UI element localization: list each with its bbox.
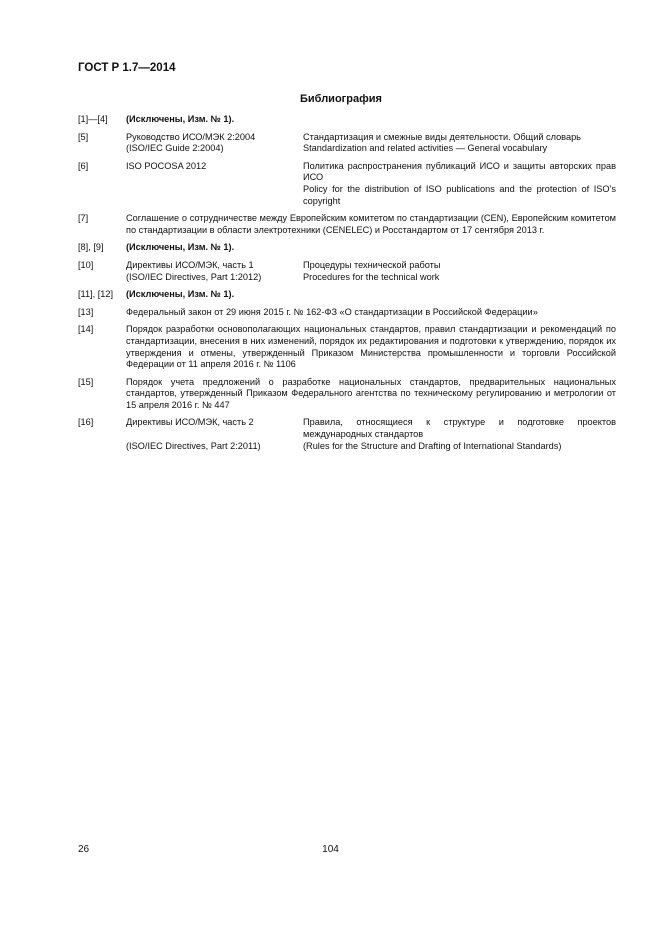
bibliography-list xyxy=(78,114,616,458)
bibliography-entry xyxy=(78,242,616,254)
bibliography-entry xyxy=(78,114,616,126)
entry-text: Соглашение о сотрудничестве между Европейским комитетом по стандартизации (CEN), Европейским комитетом по стандартизации в области электротехники (CENELEC) и Росстандартом от 17 сентября 2013 г. xyxy=(126,213,616,235)
entry-title: Правила, относящиеся к структуре и подготовке проектов международных стандартов (Rules for the Structure and Drafting of International Standards) xyxy=(303,417,616,451)
entry-title: Процедуры технической работы Procedures for the technical work xyxy=(303,259,441,282)
entry-source: ISO POCOSA 2012 xyxy=(126,160,207,171)
entry-ref: [16] xyxy=(78,417,94,428)
entry-ref: [14] xyxy=(78,324,94,335)
section-title: Библиография xyxy=(300,93,382,105)
entry-ref: [13] xyxy=(78,306,94,317)
document-header: ГОСТ Р 1.7—2014 xyxy=(78,62,176,74)
entry-ref: [11], [12] xyxy=(78,289,114,300)
bibliography-entry xyxy=(78,260,616,283)
page-number: 26 xyxy=(78,844,90,855)
sheet-number: 104 xyxy=(322,844,339,855)
entry-excluded-note: (Исключены, Изм. № 1). xyxy=(126,289,235,300)
bibliography-entry xyxy=(78,289,616,301)
bibliography-entry xyxy=(78,324,616,370)
entry-source: Директивы ИСО/МЭК, часть 2 (ISO/IEC Directives, Part 2:2011) xyxy=(126,417,261,451)
entry-text: Федеральный закон от 29 июня 2015 г. № 162-ФЗ «О стандартизации в Российской Федерации» xyxy=(126,306,538,317)
bibliography-entry xyxy=(78,417,616,452)
bibliography-entry xyxy=(78,161,616,207)
bibliography-entry xyxy=(78,307,616,319)
bibliography-entry xyxy=(78,377,616,412)
entry-excluded-note: (Исключены, Изм. № 1). xyxy=(126,114,235,124)
entry-ref: [15] xyxy=(78,376,94,387)
entry-text: Порядок учета предложений о разработке национальных стандартов, предварительных национальных стандартов, утвержденный Приказом Федерального агентства по техническому регулированию и метрологии от 15 апреля 2016 г. № 447 xyxy=(126,376,616,410)
entry-ref: [7] xyxy=(78,213,89,224)
entry-ref: [10] xyxy=(78,259,94,270)
entry-ref: [8], [9] xyxy=(78,242,104,253)
entry-title: Политика распространения публикаций ИСО и защиты авторских прав ИСО Policy for the distribution of ISO publications and the protection of ISO’s copyright xyxy=(303,160,616,206)
entry-excluded-note: (Исключены, Изм. № 1). xyxy=(126,242,235,253)
bibliography-entry xyxy=(78,213,616,236)
entry-title: Стандартизация и смежные виды деятельности. Общий словарь Standardization and related activities — General vocabulary xyxy=(303,131,581,154)
entry-source: Руководство ИСО/МЭК 2:2004 (ISO/IEC Guide 2:2004) xyxy=(126,131,256,154)
bibliography-entry xyxy=(78,132,616,155)
entry-source: Директивы ИСО/МЭК, часть 1 (ISO/IEC Directives, Part 1:2012) xyxy=(126,259,262,282)
entry-text: Порядок разработки основополагающих национальных стандартов, правил стандартизации и рекомендаций по стандартизации, внесения в них изменений, порядок их редактирования и подготовки к утверждению, порядок их утверждения и отмены, утвержденный Приказом Министерства промышленности и торговли Российской Федерации от 11 апреля 2016 г. № 1106 xyxy=(126,324,616,370)
entry-ref: [5] xyxy=(78,131,89,142)
entry-ref: [1]—[4] xyxy=(78,114,108,124)
entry-ref: [6] xyxy=(78,160,89,171)
